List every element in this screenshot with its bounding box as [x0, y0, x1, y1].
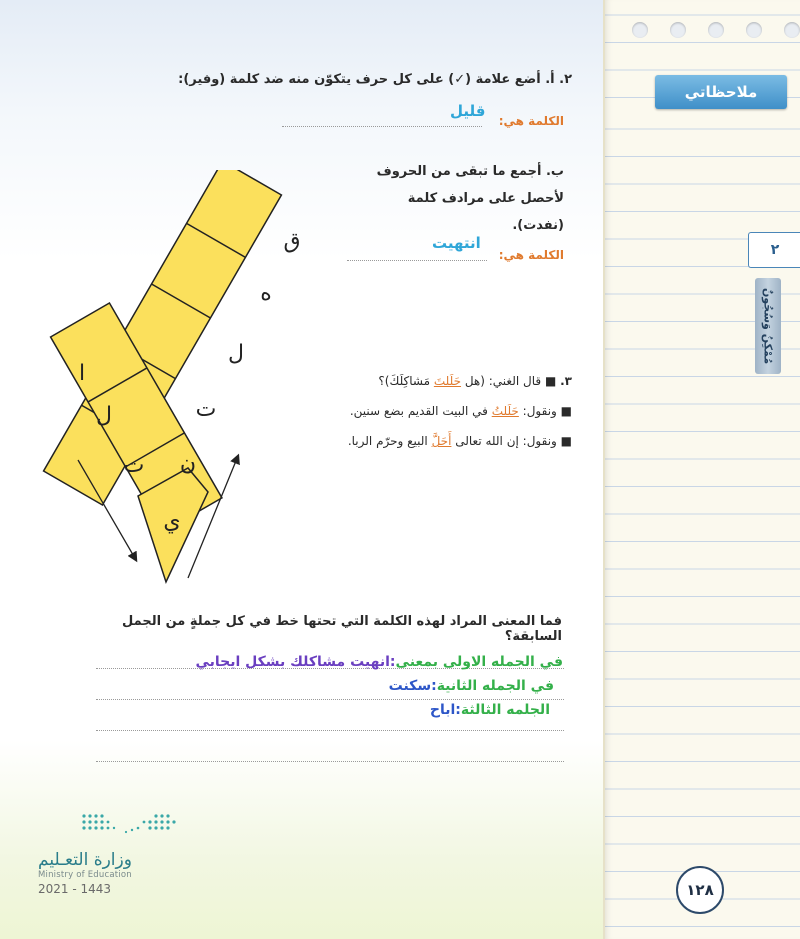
answer-line [96, 699, 564, 700]
puzzle-letter: ه [260, 281, 272, 306]
puzzle-letter: ن [179, 451, 197, 476]
ministry-name-english: Ministry of Education [38, 870, 132, 880]
question-2b-text [377, 158, 564, 239]
question-3-line-2: ■ ونقول: حَلَلتُ في البيت القديم بضع سنين. [349, 404, 572, 418]
answer-line [282, 126, 482, 127]
binder-hole [632, 22, 648, 38]
question-2-title: ٢. أ. أضع علامة (✓) على كل حرف يتكوّن منه ضد كلمة (وفير): [178, 72, 572, 87]
puzzle-letter: ت [195, 397, 217, 422]
handwritten-answer-a1: في الجمله الاولى بمعنى:انهيت مشاكلك بشكل ايجابي [195, 654, 563, 670]
answer-line [347, 260, 487, 261]
binder-hole [708, 22, 724, 38]
puzzle-letter: ي [163, 509, 181, 534]
handwritten-answer-a2: في الجمله الثانية:سكنت [388, 678, 554, 694]
notes-tab-label: ملاحظاتي [655, 75, 787, 109]
question-2b-line: ب. أجمع ما تبقى من الحروف [376, 164, 564, 179]
underlined-word: حَلَلتَ [433, 374, 462, 388]
puzzle-letter: ت [123, 453, 145, 478]
notes-panel [603, 0, 800, 939]
puzzle-letter: ا [78, 361, 86, 386]
question-2b-line: (نفدت). [512, 218, 564, 233]
meaning-question: فما المعنى المراد لهذه الكلمة التي تحتها خط في كل جملةٍ من الجمل السابقة؟ [122, 614, 562, 644]
underlined-word: حَلَلتُ [491, 404, 519, 418]
answer-label-b: الكلمة هي: [498, 248, 564, 262]
binder-hole [746, 22, 762, 38]
question-3-line-3: ■ ونقول: إن الله تعالى أَحَلَّ البيع وحرّم الربا. [347, 434, 572, 448]
underlined-word: أَحَلَّ [431, 434, 452, 448]
ministry-name-arabic: وزارة التعـليم [38, 850, 132, 870]
binder-hole [670, 22, 686, 38]
puzzle-letter: ل [96, 403, 112, 428]
edition-year: 2021 - 1443 [38, 882, 112, 896]
question-2b-line: لأحصل على مرادف كلمة [407, 191, 564, 206]
puzzle-letter: ق [283, 229, 301, 254]
handwritten-answer-2: انتهيت [432, 234, 481, 252]
answer-label: الكلمة هي: [498, 114, 564, 128]
question-3-line-1: ٣. ■ قال الغني: (هل حَلَلتَ مَشاكِلَكَ)؟ [378, 374, 572, 388]
handwritten-answer-a3: الجلمه الثالثة:اباح [429, 702, 550, 718]
puzzle-letter: ل [228, 341, 244, 366]
answer-line [96, 761, 564, 762]
unit-title-strip: مُمْكِنُ وَسُجُونٌ [755, 278, 781, 374]
ministry-logo-icon [80, 812, 180, 836]
handwritten-answer-1: قليل [450, 102, 486, 120]
page-number: ١٢٨ [676, 866, 724, 914]
answer-line [96, 730, 564, 731]
binder-hole [784, 22, 800, 38]
unit-number-badge: ٢ [748, 232, 800, 268]
question-3 [212, 366, 572, 456]
